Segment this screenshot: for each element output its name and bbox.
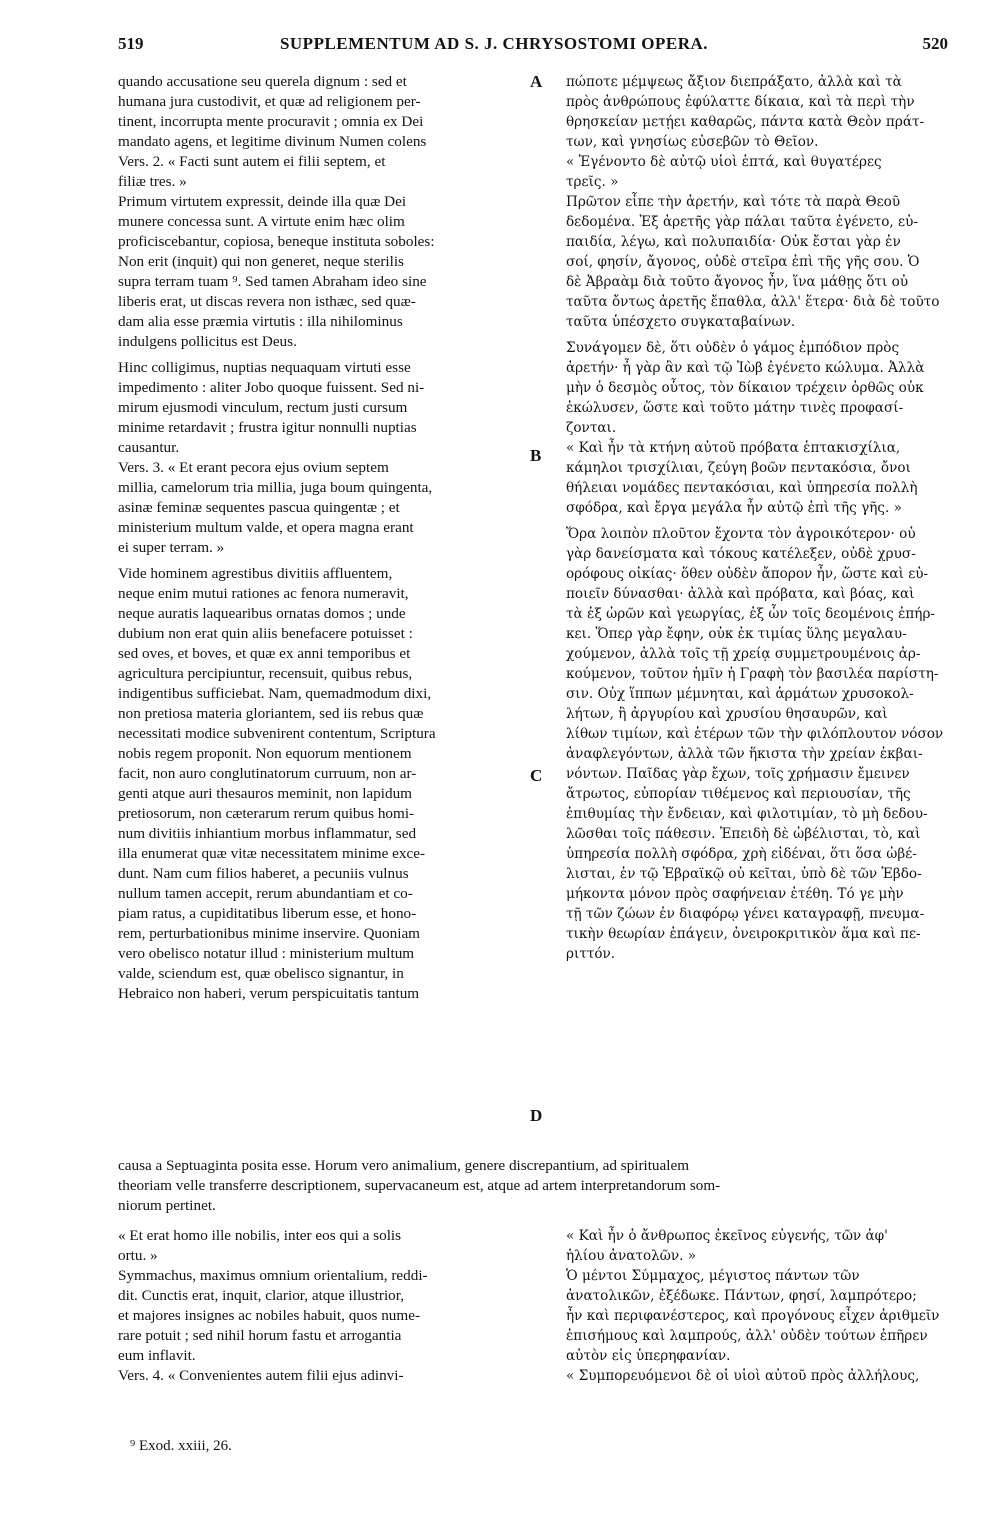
margin-marker-c: C xyxy=(530,766,543,785)
text-line: proficiscebantur, copiosa, beneque instituta soboles: xyxy=(118,233,435,250)
text-line: ἦν καὶ περιφανέστερος, καὶ προγόνους εἶχεν ἀριθμεῖν xyxy=(566,1308,940,1324)
text-line: valde, sciendum est, quæ obelisco signantur, in xyxy=(118,965,404,982)
text-line: τὰ ἐξ ὡρῶν καὶ γεωργίας, ἐξ ὧν τοῖς δεομένοις ἐπήρ- xyxy=(566,606,936,622)
text-line: necessitati modice subvenirent contentum, Scriptura xyxy=(118,725,436,742)
text-line: indulgens pollicitus est Deus. xyxy=(118,333,297,350)
text-line: sed oves, et boves, et quæ ex anni temporibus et xyxy=(118,645,411,662)
text-line: piam ratus, a cupiditatibus liberum esse, et hono- xyxy=(118,905,417,922)
text-line: ei super terram. » xyxy=(118,539,225,556)
text-line: causantur. xyxy=(118,439,180,456)
text-line: κάμηλοι τρισχίλιαι, ζεύγη βοῶν πεντακόσια, ὄνοι xyxy=(566,460,911,476)
text-line: Primum virtutem expressit, deinde illa quæ Dei xyxy=(118,193,407,210)
text-line: « Καὶ ἦν τὰ κτήνη αὐτοῦ πρόβατα ἑπτακισχίλια, xyxy=(566,440,901,456)
text-line: theoriam velle transferre descriptionem, supervacaneum est, atque ad artem interpretandorum som- xyxy=(118,1177,721,1194)
text-line: et majores insignes ac nobiles habuit, quos nume- xyxy=(118,1307,420,1324)
text-line: ἀνατολικῶν, ἐξέδωκε. Πάντων, φησί, λαμπρότερο; xyxy=(566,1288,917,1304)
text-line: Ὅρα λοιπὸν πλοῦτον ἔχοντα τὸν ἀγροικότερον· οὐ xyxy=(566,526,916,542)
text-line: munere concessa sunt. A virtute enim hæc olim xyxy=(118,213,405,230)
text-line: αὐτὸν εἰς ὑπερηφανίαν. xyxy=(566,1348,731,1364)
text-line: indigentibus sufficiebat. Nam, quemadmodum dixi, xyxy=(118,685,432,702)
page-number-left: 519 xyxy=(118,34,144,53)
text-line: Ὁ μέντοι Σύμμαχος, μέγιστος πάντων τῶν xyxy=(566,1268,860,1284)
footnote: ⁹ Exod. xxiii, 26. xyxy=(130,1438,232,1454)
text-line: tinent, incorrupta mente procuravit ; omnia ex Dei xyxy=(118,113,424,130)
margin-marker-a: A xyxy=(530,72,543,91)
text-line: dit. Cunctis erat, inquit, clarior, atque illustrior, xyxy=(118,1287,405,1304)
text-line: mirum ejusmodi vinculum, rectum justi cursum xyxy=(118,399,408,416)
text-line: τῇ τῶν ζώων ἐν διαφόρῳ γένει καταγραφῇ, πνευμα- xyxy=(566,906,925,922)
text-line: ταῦτα ὄντως ἀρετῆς ἔπαθλα, ἀλλ' ἕτερα· διὰ δὲ τοῦτο xyxy=(566,294,940,310)
text-line: « Συμπορευόμενοι δὲ οἱ υἱοὶ αὐτοῦ πρὸς ἀλλήλους, xyxy=(566,1368,920,1384)
text-line: millia, camelorum tria millia, juga boum quingenta, xyxy=(118,479,433,496)
text-line: ορόφους οἰκίας· ὅθεν οὐδὲν ἄπορον ἦν, ὥστε καὶ εὐ- xyxy=(566,566,929,582)
text-line: λισται, ἐν τῷ Ἑβραϊκῷ οὐ κεῖται, ὑπὸ δὲ τῶν Ἑβδο- xyxy=(566,866,922,882)
text-line: των, καὶ γνησίως εὐσεβῶν τὸ Θεῖον. xyxy=(566,134,819,150)
text-line: λήτων, ἢ ἀργυρίου καὶ χρυσίου θησαυρῶν, καὶ xyxy=(566,706,888,722)
text-line: Non erit (inquit) qui non generet, neque sterilis xyxy=(118,253,404,270)
text-line: supra terram tuam ⁹. Sed tamen Abraham ideo sine xyxy=(118,273,427,290)
text-line: non pretiosa materia gloriantem, sed iis rebus quæ xyxy=(118,705,424,722)
text-line: ortu. » xyxy=(118,1247,158,1264)
text-line: genti atque auri thesauros meminit, non lapidum xyxy=(118,785,412,802)
text-line: πρὸς ἀνθρώπους ἐφύλαττε δίκαια, καὶ τὰ περὶ τὴν xyxy=(566,94,915,110)
margin-marker-d: D xyxy=(530,1106,543,1125)
text-line: θρησκείαν μετῄει καθαρῶς, πάντα κατὰ Θεὸν πράτ- xyxy=(566,114,925,130)
text-line: ἡλίου ἀνατολῶν. » xyxy=(566,1248,697,1264)
text-line: Vers. 3. « Et erant pecora ejus ovium septem xyxy=(118,459,389,476)
text-line: σφόδρα, καὶ ἔργα μεγάλα ἦν αὐτῷ ἐπὶ τῆς γῆς. » xyxy=(566,500,902,516)
text-line: Vers. 2. « Facti sunt autem ei filii septem, et xyxy=(118,153,386,170)
text-line: Hinc colligimus, nuptias nequaquam virtuti esse xyxy=(118,359,411,376)
text-line: μὴν ὁ δεσμὸς οὗτος, τὸν δίκαιον τρέχειν ὀρθῶς οὐκ xyxy=(566,380,924,396)
latin-column-lower xyxy=(118,1226,522,1386)
text-line: filiæ tres. » xyxy=(118,173,187,190)
text-line: ζονται. xyxy=(566,420,617,436)
text-line: δὲ Ἀβραὰμ διὰ τοῦτο ἄγονος ἦν, ἵνα μάθῃς ὅτι οὐ xyxy=(566,274,909,290)
text-line: Symmachus, maximus omnium orientalium, reddi- xyxy=(118,1267,428,1284)
text-line: ταῦτα ὑπέσχετο συγκαταβαίνων. xyxy=(566,314,796,330)
text-line: « Καὶ ἦν ὁ ἄνθρωπος ἐκεῖνος εὐγενής, τῶν ἀφ' xyxy=(566,1228,888,1244)
text-line: ἀρετήν· ἦ γὰρ ἂν καὶ τῷ Ἰὼβ ἐγένετο κώλυμα. Ἀλλὰ xyxy=(566,360,925,376)
text-line: λίθων τιμίων, καὶ ἑτέρων τῶν τὴν φιλόπλουτον νόσον xyxy=(566,726,944,742)
text-line: ἄτρωτος, εὐπορίαν τιθέμενος καὶ περιουσίαν, τῆς xyxy=(566,786,911,802)
text-line: κούμενον, τοῦτον ἡμῖν ἡ Γραφὴ τὸν βασιλέα παρίστη- xyxy=(566,666,939,682)
text-line: neque auratis laquearibus ornatas domos ; unde xyxy=(118,605,406,622)
text-line: dubium non erat quin aliis benefacere potuisset : xyxy=(118,625,413,642)
text-line: neque enim mutui rationes ac fenora numeravit, xyxy=(118,585,409,602)
text-line: θήλειαι νομάδες πεντακόσιαι, καὶ ὑπηρεσία πολλὴ xyxy=(566,480,918,496)
margin-marker-b: B xyxy=(530,446,542,465)
text-line: Συνάγομεν δὲ, ὅτι οὐδὲν ὁ γάμος ἐμπόδιον πρὸς xyxy=(566,340,900,356)
text-line: mandato agens, et legitime divinum Numen colens xyxy=(118,133,427,150)
text-line: Πρῶτον εἶπε τὴν ἀρετήν, καὶ τότε τὰ παρὰ Θεοῦ xyxy=(566,194,901,210)
greek-column-lower xyxy=(566,1226,956,1386)
text-line: pretiosorum, non cæterarum rerum quibus homi- xyxy=(118,805,415,822)
text-line: agricultura percipiuntur, recensuit, quibus rebus, xyxy=(118,665,413,682)
text-line: σιν. Οὐχ ἵππων μέμνηται, καὶ ἁρμάτων χρυσοκολ- xyxy=(566,686,914,702)
latin-column xyxy=(118,72,522,1004)
text-line: vero obelisco notatur illud : ministerium multum xyxy=(118,945,415,962)
page-number-right: 520 xyxy=(922,34,948,53)
text-line: ἀναφλεγόντων, ἀλλὰ τῶν ἥκιστα τὴν χρείαν ἐκβαι- xyxy=(566,746,923,762)
text-line: dam alia esse præmia virtutis : illa nihilominus xyxy=(118,313,403,330)
text-line: τρεῖς. » xyxy=(566,174,619,190)
text-line: λῶσθαι τοῖς πάθεσιν. Ἐπειδὴ δὲ ὠβέλισται, τὸ, καὶ xyxy=(566,826,921,842)
full-width-paragraph xyxy=(118,1156,954,1216)
text-line: ὑπηρεσία πολλὴ σφόδρα, χρὴ εἰδέναι, ὅτι ὅσα ὠβέ- xyxy=(566,846,917,862)
text-line: facit, non auro conglutinatorum curruum, non ar- xyxy=(118,765,417,782)
text-line: « Ἐγένοντο δὲ αὐτῷ υἱοὶ ἑπτά, καὶ θυγατέρες xyxy=(566,154,882,170)
text-line: « Et erat homo ille nobilis, inter eos qui a solis xyxy=(118,1227,402,1244)
text-line: num divitiis inhiantium morbus inflammatur, sed xyxy=(118,825,417,842)
text-line: humana jura custodivit, et quæ ad religionem per- xyxy=(118,93,421,110)
text-line: Vide hominem agrestibus divitiis affluentem, xyxy=(118,565,393,582)
text-line: nullum tamen accepit, rerum abundantiam et co- xyxy=(118,885,413,902)
text-line: quando accusatione seu querela dignum : sed et xyxy=(118,73,407,90)
text-line: παιδία, λέγω, καὶ πολυπαιδία· Οὐκ ἔσται γὰρ ἐν xyxy=(566,234,901,250)
text-line: Vers. 4. « Convenientes autem filii ejus adinvi- xyxy=(118,1367,404,1384)
text-line: causa a Septuaginta posita esse. Horum vero animalium, genere discrepantium, ad spiritualem xyxy=(118,1157,690,1174)
running-header xyxy=(0,34,988,60)
text-line: asinæ feminæ sequentes pascua quingentæ ; et xyxy=(118,499,400,516)
text-line: rem, perturbationibus minime inservire. Quoniam xyxy=(118,925,420,942)
text-line: χούμενον, ἀλλὰ τοῖς τῇ χρείᾳ συμμετρουμένοις ἀρ- xyxy=(566,646,921,662)
text-line: κει. Ὅπερ γὰρ ἔφην, οὐκ ἐκ τιμίας ὕλης μεγαλαυ- xyxy=(566,626,907,642)
text-line: ministerium multum valde, et opera magna erant xyxy=(118,519,414,536)
text-line: νόντων. Παῖδας γὰρ ἔχων, τοῖς χρήμασιν ἔμεινεν xyxy=(566,766,910,782)
text-line: dunt. Nam cum filios haberet, a pecuniis vulnus xyxy=(118,865,409,882)
text-line: nobis regem proponit. Non equorum mentionem xyxy=(118,745,412,762)
text-line: minime retardavit ; frustra igitur nonnulli nuptias xyxy=(118,419,417,436)
text-line: σοί, φησίν, ἄγονος, οὐδὲ στεῖρα ἐπὶ τῆς γῆς σου. Ὁ xyxy=(566,254,920,270)
text-line: illa enumerat quæ vitæ necessitatem minime exce- xyxy=(118,845,426,862)
text-line: Hebraico non haberi, verum perspicuitatis tantum xyxy=(118,985,420,1002)
text-line: ἐπισήμους καὶ λαμπρούς, ἀλλ' οὐδὲν τούτων ἐπῆρεν xyxy=(566,1328,928,1344)
text-line: τικὴν θεωρίαν ἐπάγειν, ὀνειροκριτικὸν ἅμα καὶ πε- xyxy=(566,926,921,942)
text-line: niorum pertinet. xyxy=(118,1197,216,1214)
text-line: impedimento : aliter Jobo quoque fuissent. Sed ni- xyxy=(118,379,425,396)
text-line: eum inflavit. xyxy=(118,1347,196,1364)
text-line: γὰρ δανείσματα καὶ τόκους κατέλεξεν, οὐδὲ χρυσ- xyxy=(566,546,916,562)
text-line: ποιεῖν δύνασθαι· ἀλλὰ καὶ πρόβατα, καὶ βόας, καὶ xyxy=(566,586,915,602)
text-line: πώποτε μέμψεως ἄξιον διεπράξατο, ἀλλὰ καὶ τὰ xyxy=(566,74,902,90)
text-line: liberis erat, ut discas revera non isthæc, sed quæ- xyxy=(118,293,416,310)
text-line: rare potuit ; sed nihil horum fastu et arrogantia xyxy=(118,1327,402,1344)
greek-column xyxy=(566,72,956,964)
running-title: SUPPLEMENTUM AD S. J. CHRYSOSTOMI OPERA. xyxy=(279,34,709,53)
text-line: μήκοντα μόνον πρὸς σαφήνειαν ἐτέθη. Τό γε μὴν xyxy=(566,886,904,902)
text-line: ἐπιθυμίας τὴν ἔνδειαν, καὶ φιλοτιμίαν, τὸ μὴ δεδου- xyxy=(566,806,928,822)
text-line: δεδομένα. Ἐξ ἀρετῆς γὰρ πάλαι ταῦτα ἐγένετο, εὐ- xyxy=(566,214,918,230)
text-line: ἐκώλυσεν, ὥστε καὶ τοῦτο μάτην τινὲς προφασί- xyxy=(566,400,904,416)
text-line: ριττόν. xyxy=(566,946,616,962)
